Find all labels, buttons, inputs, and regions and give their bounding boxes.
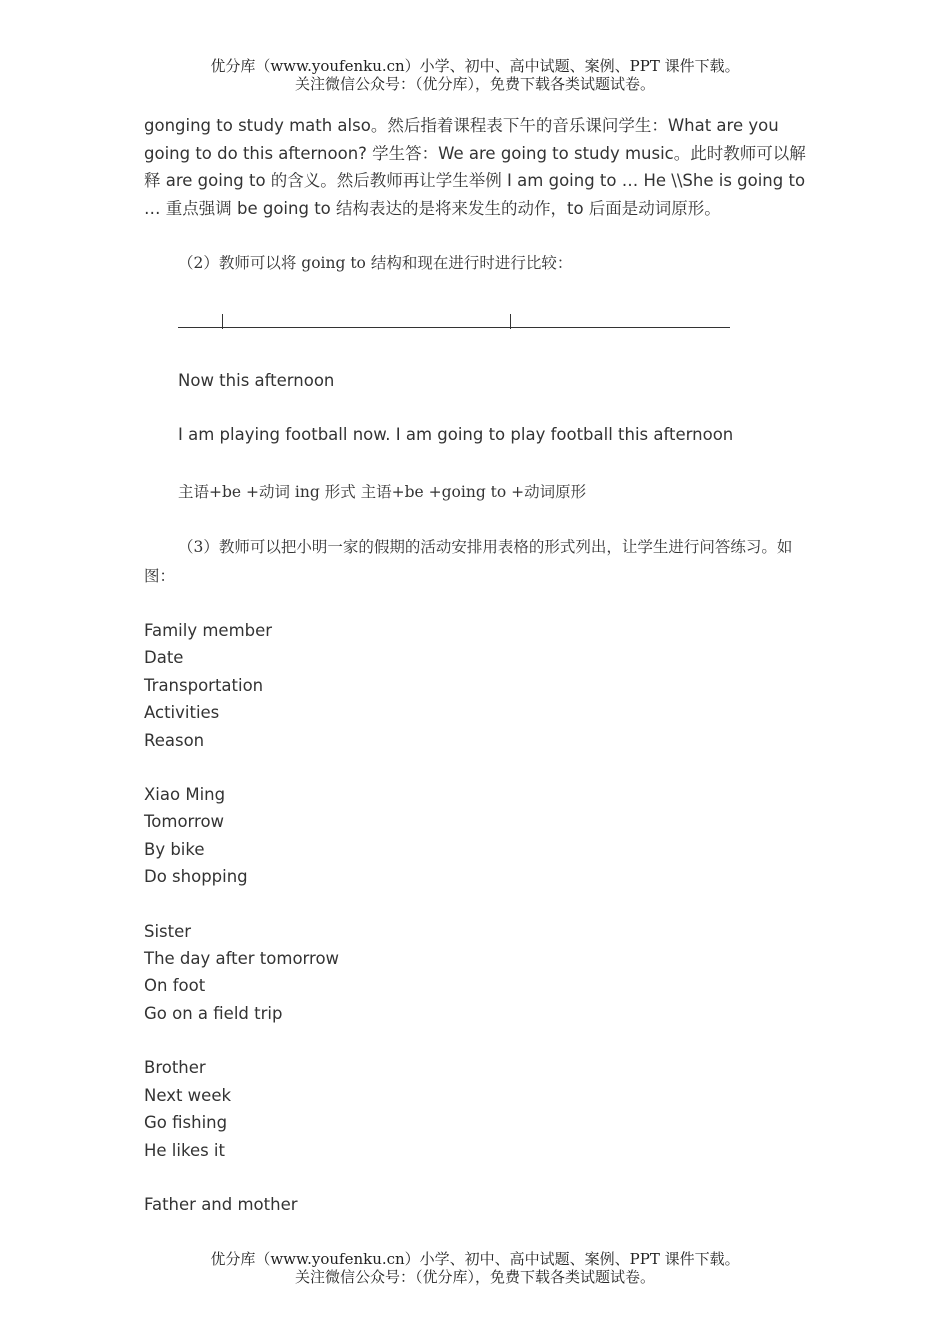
intro-paragraph: gonging to study math also。然后指着课程表下午的音乐课问学生：What are you going to do this afternoon? 学生答：We are going to study music。此时教师可以解释 are going to 的含义。然后教师再让学生举例 I am going to … He \\She is going to … 重点强调 be going to 结构表达的是将来发生的动作，to 后面是动词原形。	[144, 116, 806, 218]
footer-line-1: 优分库（www.youfenku.cn）小学、初中、高中试题、案例、PPT 课件下载。	[210, 1250, 740, 1268]
list-item: Father and mother	[144, 1194, 298, 1214]
timeline-diagram	[144, 313, 809, 333]
list-item: Sister	[144, 921, 192, 941]
header-line-1: 优分库（www.youfenku.cn）小学、初中、高中试题、案例、PPT 课件下载。	[210, 57, 740, 75]
timeline-segment-right	[511, 313, 730, 328]
list-item: Tomorrow	[144, 812, 225, 832]
footer-line-2: 关注微信公众号：（优分库），免费下载各类试题试卷。	[294, 1268, 655, 1286]
step-2-instruction	[144, 249, 809, 278]
page-footer	[0, 1250, 950, 1286]
document-body	[144, 112, 809, 1218]
list-item: He likes it	[144, 1140, 225, 1160]
list-item: Xiao Ming	[144, 785, 226, 805]
page-header	[0, 57, 950, 93]
row-parents	[144, 1191, 809, 1218]
row-sister	[144, 918, 809, 1028]
timeline-segment-middle	[223, 313, 510, 328]
timeline-segment-left	[178, 313, 222, 328]
header-line-2: 关注微信公众号：（优分库），免费下载各类试题试卷。	[294, 75, 655, 93]
timeline-labels: Now this afternoon	[178, 370, 335, 390]
step-3-text: （3）教师可以把小明一家的假期的活动安排用表格的形式列出，让学生进行问答练习。如图：	[144, 538, 793, 585]
list-item: Brother	[144, 1058, 206, 1078]
list-item: On foot	[144, 976, 206, 996]
header-activities: Activities	[144, 703, 220, 723]
formula-text: 主语+be +动词 ing 形式 主语+be +going to +动词原形	[178, 482, 587, 501]
table-header-list	[144, 617, 809, 754]
header-date: Date	[144, 648, 184, 668]
header-family-member: Family member	[144, 621, 273, 640]
step-2-text: （2）教师可以将 going to 结构和现在进行时进行比较：	[178, 254, 573, 272]
list-item: Next week	[144, 1085, 232, 1105]
list-item: Go on a field trip	[144, 1003, 283, 1023]
row-brother	[144, 1054, 809, 1164]
step-3-instruction	[144, 533, 809, 590]
list-item: Go fishing	[144, 1113, 228, 1133]
list-item: By bike	[144, 839, 205, 859]
example-sentence: I am playing football now. I am going to play football this afternoon	[178, 425, 734, 444]
grammar-formula	[144, 478, 809, 507]
header-reason: Reason	[144, 730, 205, 750]
list-item: The day after tomorrow	[144, 949, 340, 969]
header-transportation: Transportation	[144, 675, 264, 695]
row-xiao-ming	[144, 781, 809, 891]
list-item: Do shopping	[144, 867, 248, 887]
